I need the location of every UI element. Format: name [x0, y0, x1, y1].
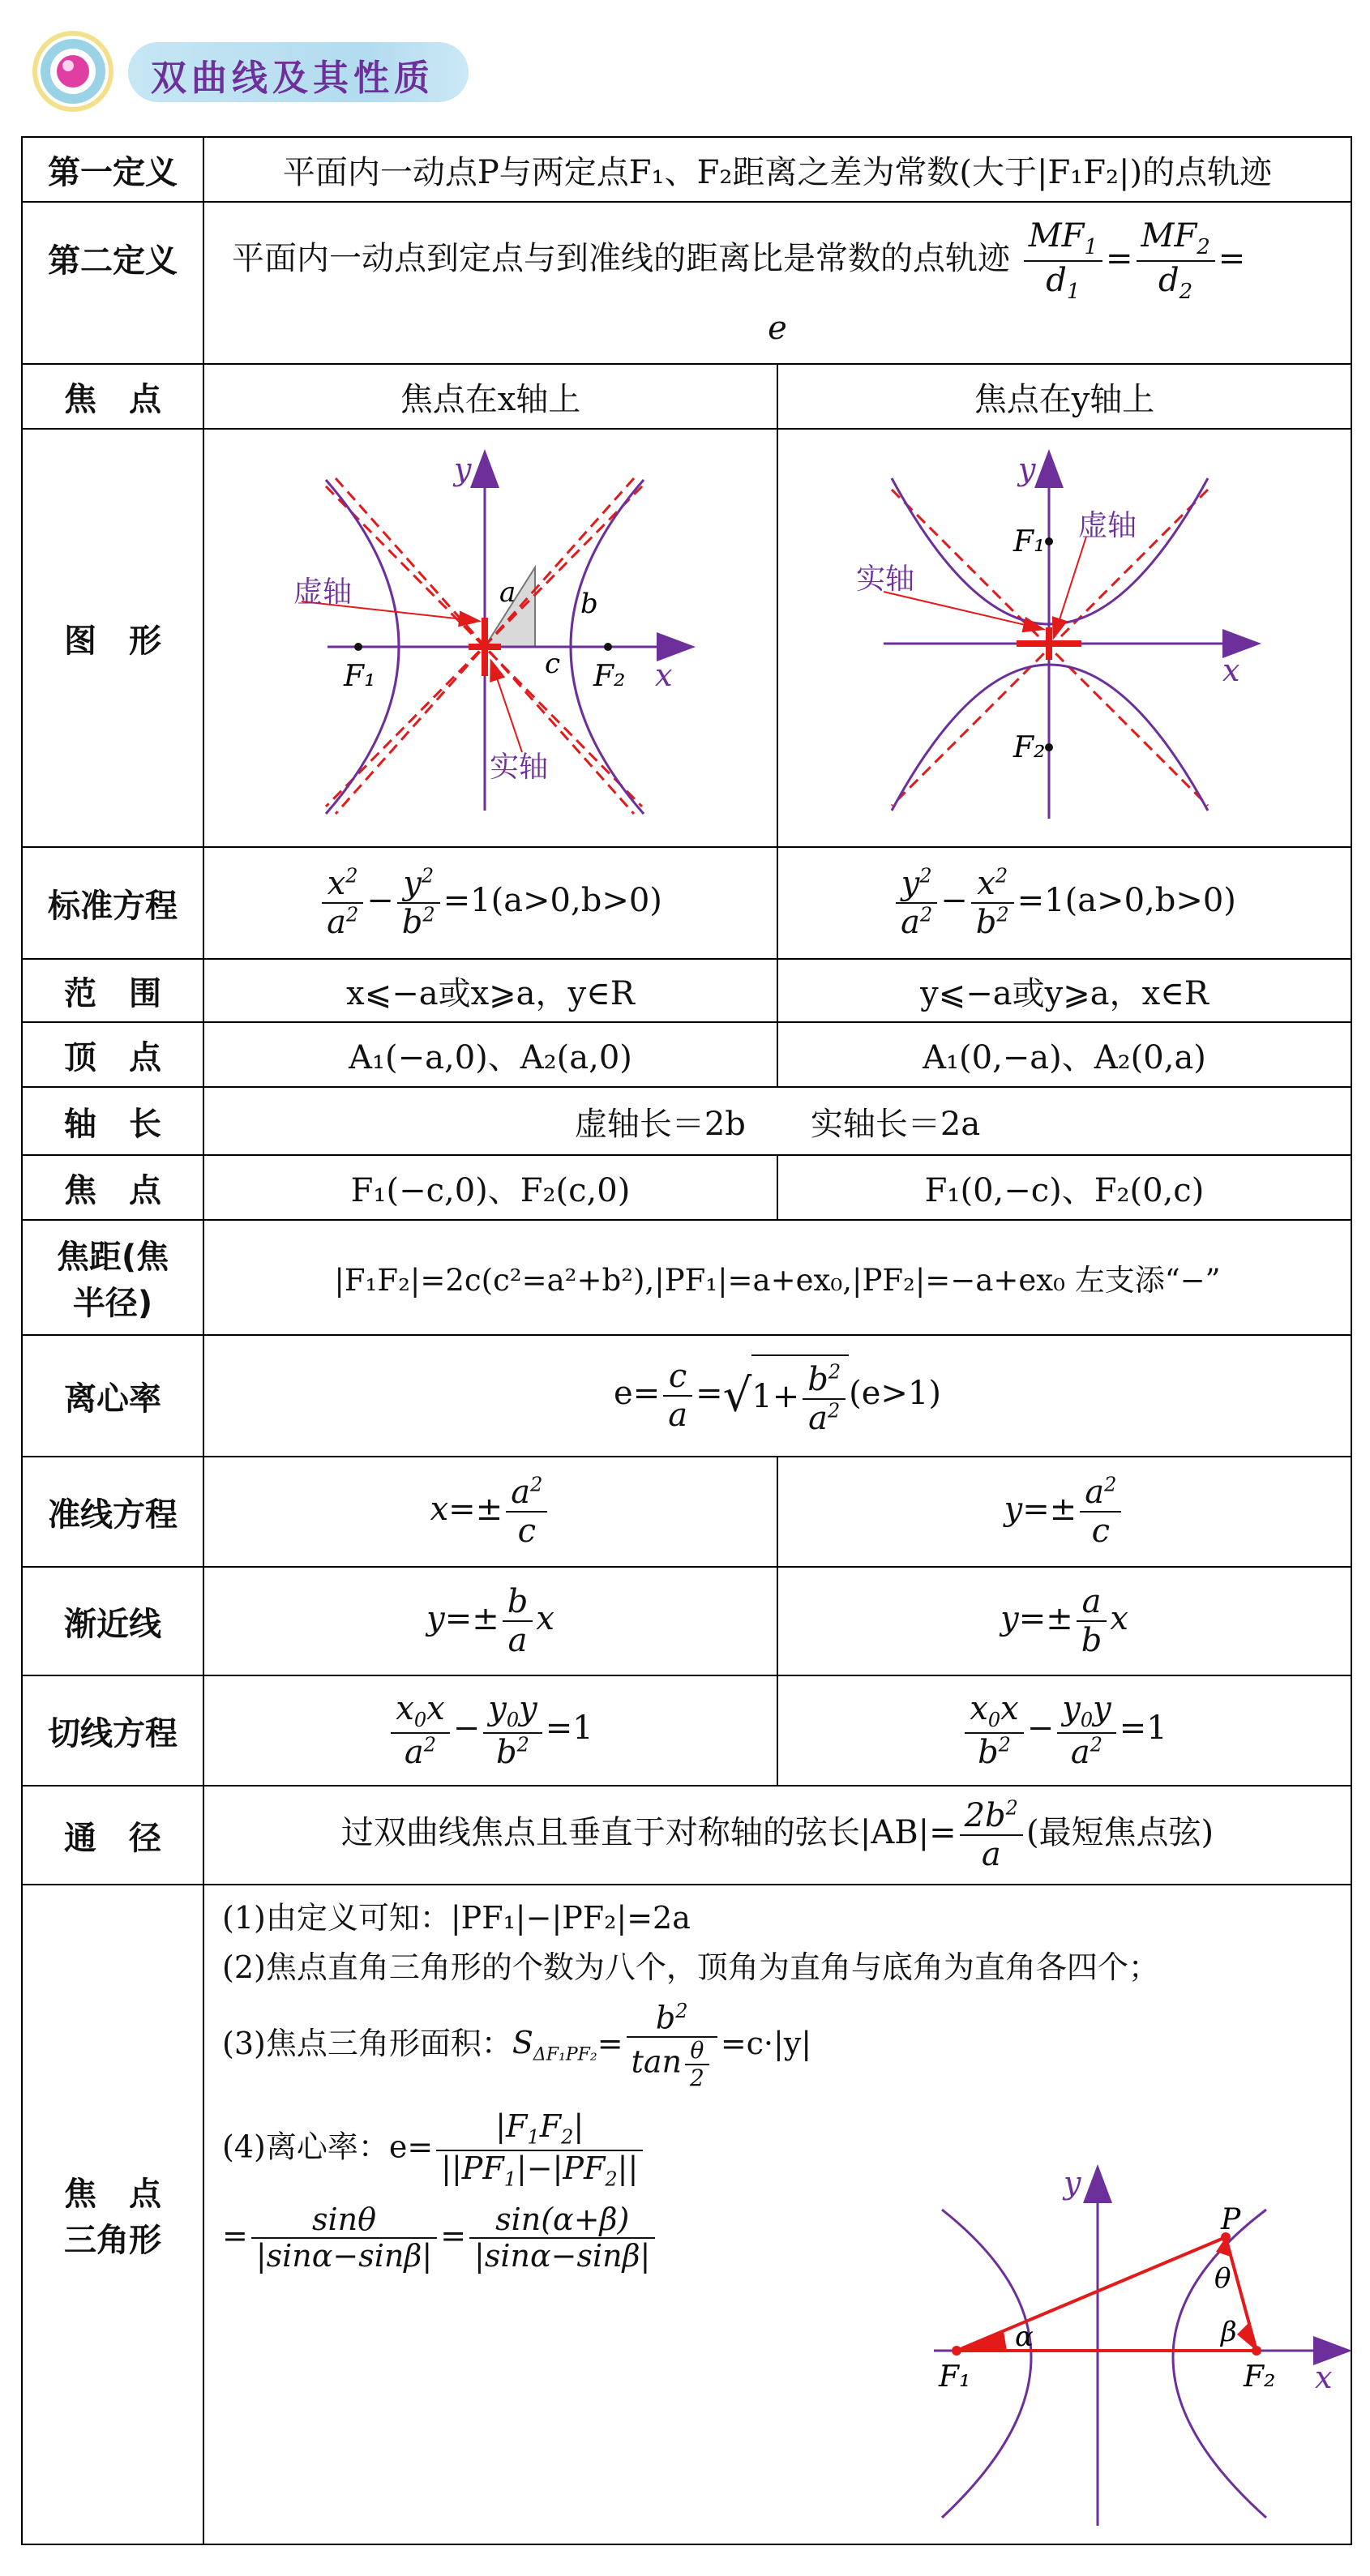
focus-y-axis: 焦点在y轴上	[777, 364, 1351, 429]
label-real-axis: 实轴	[490, 751, 549, 784]
row-focus	[22, 1155, 1351, 1220]
ecc-tail: (e>1)	[849, 1375, 941, 1412]
alpha-angle	[957, 2331, 1007, 2351]
f2-point	[1045, 743, 1053, 751]
label-imag-axis: 虚轴	[293, 576, 353, 609]
label-f2: F₂	[593, 660, 626, 693]
focus-x-axis: 焦点在x轴上	[203, 364, 777, 429]
row-range	[22, 959, 1351, 1022]
focal-triangle-diagram	[926, 2161, 1364, 2534]
label-ecc: 离心率	[22, 1335, 203, 1457]
label-tangent: 切线方程	[22, 1675, 203, 1786]
f2-point	[604, 643, 612, 651]
label-directrix: 准线方程	[22, 1457, 203, 1567]
tri-line-1: (1)由定义可知：|PF₁|−|PF₂|=2a	[222, 1900, 691, 1936]
page-title: 双曲线及其性质	[151, 58, 435, 99]
label-x-axis: x	[655, 657, 673, 693]
row-asym	[22, 1567, 1351, 1675]
label-asym: 渐近线	[22, 1567, 203, 1675]
label-real-axis: 实轴	[856, 563, 915, 596]
row-def2	[22, 202, 1351, 364]
std-eq-y-tail: =1(a>0,b>0)	[1017, 882, 1236, 919]
tangent-y: $\frac{x_0x}{b^2}$ − $\frac{y_0y}{a^2}$ =1	[777, 1675, 1351, 1786]
label-focus-pos: 焦 点	[22, 364, 203, 429]
label-x-axis: x	[1315, 2360, 1333, 2395]
ecc-lead: e=	[614, 1375, 661, 1412]
std-eq-x: $\frac{x^2}{a^2}$ − $\frac{y^2}{b^2}$ =1(a>0,b>0)	[203, 847, 777, 959]
def2-cell	[203, 202, 1351, 364]
label-focal-2: 半径)	[72, 1285, 153, 1322]
property-table	[21, 136, 1352, 2545]
label-range: 范 围	[22, 959, 203, 1022]
label-tri-1: 焦 点	[64, 2176, 161, 2213]
label-imag-axis: 虚轴	[1078, 509, 1137, 542]
row-axis-len	[22, 1087, 1351, 1155]
label-focus: 焦 点	[22, 1155, 203, 1220]
label-b: b	[580, 588, 598, 620]
def2-text: 平面内一动点到定点与到准线的距离比是常数的点轨迹	[232, 239, 1010, 277]
row-vertex	[22, 1022, 1351, 1087]
row-tangent	[22, 1675, 1351, 1786]
figure-x-cell	[203, 429, 777, 847]
def2-equal: =	[1105, 239, 1133, 277]
def1-text: 平面内一动点P与两定点F₁、F₂距离之差为常数(大于|F₁F₂|)的点轨迹	[203, 137, 1351, 202]
label-tri	[22, 1885, 203, 2544]
row-focus-pos	[22, 364, 1351, 429]
logo-icon	[29, 28, 117, 115]
tri-line-5: = $\frac{\sin\theta}{|\sin\alpha-\sin\beta|}$ = $\frac{\sin(\alpha+\beta)}{|\sin\alpha-\sin\beta|}$	[222, 2202, 1351, 2274]
tri-line-4: (4)离心率：e= $\frac{|F_1F_2|}{||PF_1|-|PF_2||}$	[222, 2109, 1351, 2190]
row-latus	[22, 1786, 1351, 1885]
def2-equal-end: =	[1218, 239, 1246, 277]
focus-x: F₁(−c,0)、F₂(c,0)	[203, 1155, 777, 1220]
label-focal	[22, 1220, 203, 1335]
label-theta: θ	[1214, 2262, 1231, 2295]
row-figure	[22, 429, 1351, 847]
vertex-x: A₁(−a,0)、A₂(a,0)	[203, 1022, 777, 1087]
std-eq-x-tail: =1(a>0,b>0)	[443, 882, 662, 919]
range-x: x⩽−a或x⩾a，y∈R	[203, 959, 777, 1022]
asym-y: y=± $\frac{a}{b}$ x	[777, 1567, 1351, 1675]
std-eq-y: $\frac{y^2}{a^2}$ − $\frac{x^2}{b^2}$ =1(a>0,b>0)	[777, 847, 1351, 959]
focal-text: |F₁F₂|=2c(c²=a²+b²),|PF₁|=a+ex₀,|PF₂|=−a+ex₀ 左支添“−”	[203, 1220, 1351, 1335]
label-f1: F₁	[939, 2360, 971, 2394]
label-y-axis: y	[1018, 451, 1036, 487]
axis-len-text: 虚轴长＝2b 实轴长＝2a	[203, 1087, 1351, 1155]
row-directrix	[22, 1457, 1351, 1567]
focus-y: F₁(0,−c)、F₂(0,c)	[777, 1155, 1351, 1220]
range-y: y⩽−a或y⩾a，x∈R	[777, 959, 1351, 1022]
title-pill	[128, 42, 469, 102]
label-f1: F₁	[1013, 525, 1046, 558]
latus-tail: (最短焦点弦)	[1025, 1814, 1214, 1851]
label-figure: 图 形	[22, 429, 203, 847]
row-ecc	[22, 1335, 1351, 1457]
directrix-y: y=± $\frac{a^2}{c}$	[777, 1457, 1351, 1567]
row-def1	[22, 137, 1351, 202]
label-alpha: α	[1015, 2321, 1034, 2353]
latus-text: 过双曲线焦点且垂直于对称轴的弦长|AB|= $\frac{2b^2}{a}$ (最短焦点弦)	[203, 1786, 1351, 1885]
label-latus: 通 径	[22, 1786, 203, 1885]
label-y-axis: y	[1064, 2165, 1081, 2201]
hyperbola-x-diagram	[204, 430, 778, 838]
row-tri	[22, 1885, 1351, 2544]
header	[29, 24, 516, 122]
figure-y-cell	[777, 429, 1351, 847]
label-y-axis: y	[454, 451, 472, 487]
label-focal-1: 焦距(焦	[56, 1239, 169, 1276]
label-f2: F₂	[1013, 731, 1046, 764]
tangent-x: $\frac{x_0x}{a^2}$ − $\frac{y_0y}{b^2}$ =1	[203, 1675, 777, 1786]
label-x-axis: x	[1222, 653, 1240, 688]
frac-mf1-d1: $\frac{MF_1}{d_1}$	[1024, 217, 1102, 305]
label-beta: β	[1221, 2316, 1237, 2348]
label-axis-len: 轴 长	[22, 1087, 203, 1155]
frac-mf2-d2: $\frac{MF_2}{d_2}$	[1137, 217, 1215, 305]
latus-lead: 过双曲线焦点且垂直于对称轴的弦长|AB|=	[340, 1814, 957, 1851]
label-f1: F₁	[344, 660, 376, 693]
f1-point	[354, 643, 362, 651]
label-tri-2: 三角形	[64, 2222, 161, 2259]
label-f2: F₂	[1244, 2360, 1276, 2394]
row-std-eq	[22, 847, 1351, 959]
tri-line-3: (3)焦点三角形面积：$S_{\Delta F_1PF_2}=$ $b^2$ tan $\frac{\theta}{2}$ =c·|y|	[222, 1999, 812, 2092]
tri-line-2: (2)焦点直角三角形的个数为八个，顶角为直角与底角为直角各四个；	[222, 1949, 1159, 1985]
f1-point	[1045, 537, 1053, 546]
label-a: a	[499, 576, 516, 609]
label-vertex: 顶 点	[22, 1022, 203, 1087]
ecc-formula: e= $\frac{c}{a}$ =√1+ $\frac{b^2}{a^2}$ (e>1)	[203, 1335, 1351, 1457]
tri-cell	[203, 1885, 1351, 2544]
label-p: P	[1221, 2203, 1241, 2236]
def2-line	[232, 217, 1245, 305]
label-def1: 第一定义	[22, 137, 203, 202]
row-focal	[22, 1220, 1351, 1335]
label-std-eq: 标准方程	[22, 847, 203, 959]
vertex-y: A₁(0,−a)、A₂(0,a)	[777, 1022, 1351, 1087]
label-c: c	[545, 648, 561, 680]
label-def2: 第二定义	[22, 202, 203, 364]
hyperbola-y-diagram	[778, 430, 1352, 838]
asym-x: y=± $\frac{b}{a}$ x	[203, 1567, 777, 1675]
directrix-x: x=± $\frac{a^2}{c}$	[203, 1457, 777, 1567]
def2-e: e	[768, 310, 787, 347]
